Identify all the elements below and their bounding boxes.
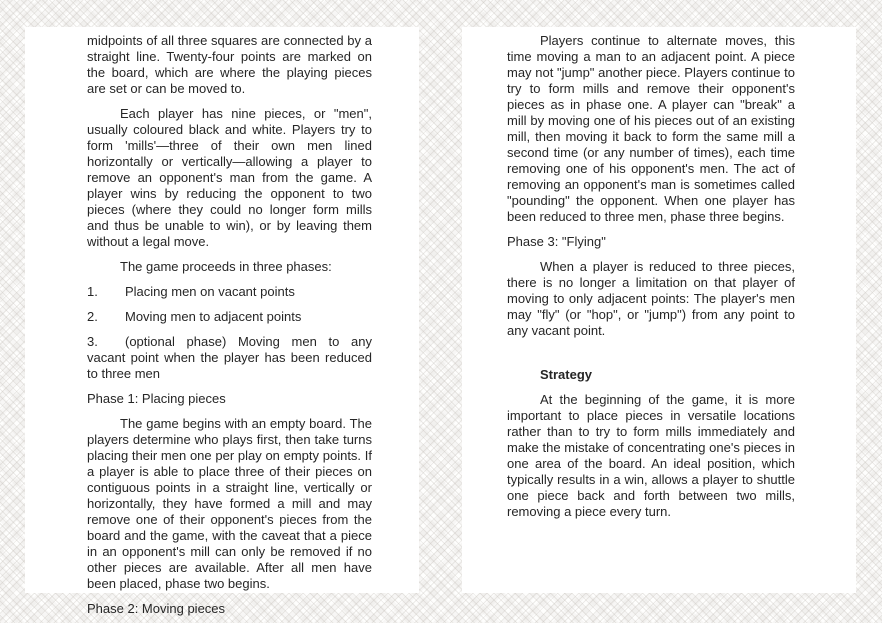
list-item-text: Moving men to adjacent points (125, 309, 302, 324)
paragraph-moving-pieces: Players continue to alternate moves, this time moving a man to an adjacent point. A piece may not "jump" another piece. Players continue to try to form mills and remove their opponent's pieces as in phase one. A player can "break" a mill by moving one of his pieces out of an existing mill, then moving it back to form the same mill a second time (or any number of times), each time removing one of his opponent's men. The act of removing an opponent's man is sometimes called "pounding" the opponent. When one player has been reduced to three men, phase three begins. (507, 33, 795, 224)
phase2-heading: Phase 2: Moving pieces (87, 601, 226, 616)
list-item-phase-2 (87, 309, 372, 325)
list-item-number: 2. (87, 309, 98, 324)
paragraph-board-description: midpoints of all three squares are connected by a straight line. Twenty-four points are marked on the board, which are where the playing pieces are set or can be moved to. (87, 33, 372, 96)
phase1-heading: Phase 1: Placing pieces (87, 391, 226, 406)
document-page-left (25, 27, 419, 616)
list-item-number: 1. (87, 284, 98, 299)
paragraph-pieces-and-mills: Each player has nine pieces, or "men", usually coloured black and white. Players try to form 'mills'—three of their own men lined horizontally or vertically—allowing a player to remove an opponent's man from the game. A player wins by reducing the opponent to two pieces (where they could no longer form mills and thus be unable to win), or by leaving them without a legal move. (87, 106, 372, 249)
paragraph-strategy: At the beginning of the game, it is more important to place pieces in versatile locations rather than to try to form mills immediately and make the mistake of concentrating one's pieces in one area of the board. An ideal position, which typically results in a win, allows a player to shuttle one piece back and forth between two mills, removing a piece every turn. (507, 392, 795, 519)
strategy-heading: Strategy (540, 367, 593, 382)
list-item-phase-1 (87, 284, 372, 300)
paragraph-placing-pieces: The game begins with an empty board. The players determine who plays first, then take turns placing their men one per play on empty points. If a player is able to place three of their pieces on contiguous points in a straight line, vertically or horizontally, they have formed a mill and may remove one of their opponent's pieces from the board and the game, with the caveat that a piece in an opponent's mill can only be removed if no other pieces are available. After all men have been placed, phase two begins. (87, 416, 372, 591)
list-item-phase-3 (87, 334, 372, 382)
list-item-number: 3. (87, 334, 98, 349)
list-item-text: Placing men on vacant points (125, 284, 295, 299)
paragraph-flying: When a player is reduced to three pieces, there is no longer a limitation on that player of moving to only adjacent points: The player's men may "fly" (or "hop", or "jump") from any point to any vacant point. (507, 259, 795, 338)
document-page-right (462, 27, 856, 593)
phase3-heading: Phase 3: "Flying" (507, 234, 606, 249)
list-item-text: (optional phase) Moving men to any vacant point when the player has been reduced to three men (87, 334, 372, 381)
paragraph-phases-intro: The game proceeds in three phases: (120, 259, 332, 274)
